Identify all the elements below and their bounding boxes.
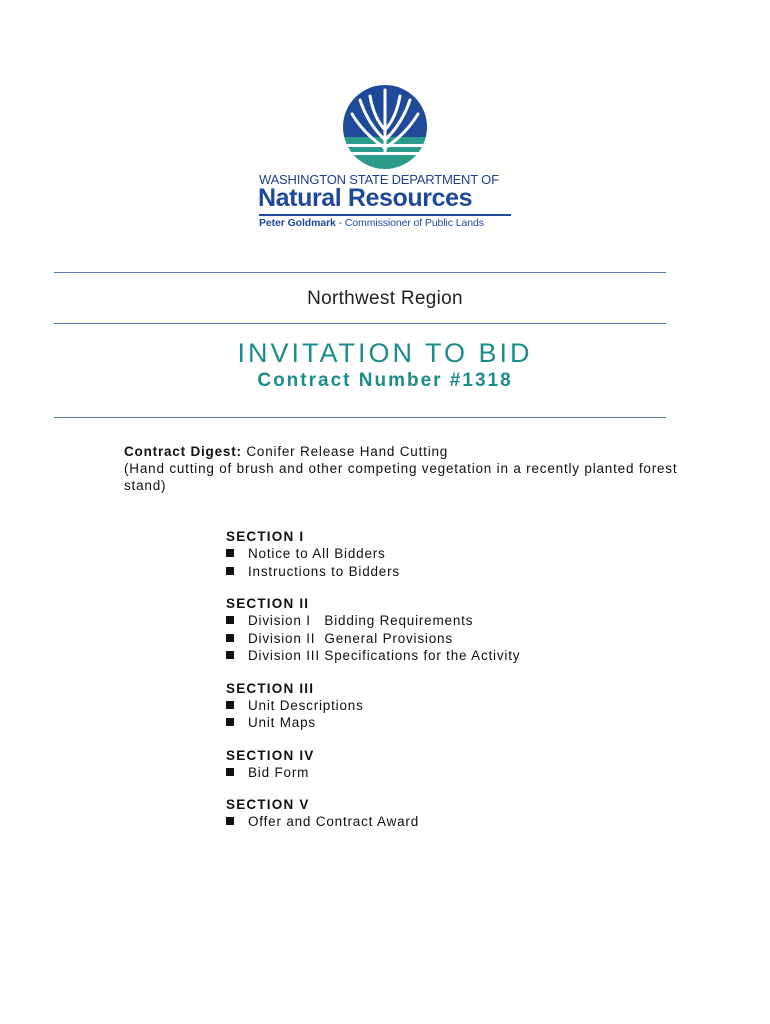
contract-digest (124, 443, 684, 494)
toc-item (226, 714, 646, 732)
digest-text: Conifer Release Hand Cutting (241, 444, 449, 459)
toc-section (226, 680, 646, 732)
toc-item (226, 630, 646, 648)
logo-divider (259, 214, 511, 216)
square-bullet-icon (226, 651, 234, 659)
toc-section (226, 528, 646, 580)
toc-item (226, 647, 646, 665)
digest-line (124, 443, 684, 460)
section-title: SECTION III (226, 680, 315, 696)
toc-item-label: Instructions to Bidders (248, 563, 400, 579)
toc-item-label: Division II General Provisions (248, 630, 453, 646)
dnr-seal-icon (340, 82, 430, 172)
square-bullet-icon (226, 634, 234, 642)
region-title: Northwest Region (307, 288, 463, 309)
digest-detail: (Hand cutting of brush and other competing vegetation in a recently planted forest stand) (124, 461, 678, 493)
agency-name-line2: Natural Resources (258, 184, 473, 212)
toc-section (226, 747, 646, 782)
square-bullet-icon (226, 549, 234, 557)
toc-item (226, 545, 646, 563)
section-title: SECTION V (226, 797, 310, 812)
document-title: INVITATION TO BID (237, 338, 533, 368)
toc-item (226, 563, 646, 581)
toc-item-label: Unit Maps (248, 715, 316, 730)
toc-section (226, 595, 646, 665)
toc-item-label: Notice to All Bidders (248, 546, 386, 561)
square-bullet-icon (226, 567, 234, 575)
toc-item-label: Unit Descriptions (248, 697, 364, 713)
commissioner-line (259, 217, 484, 229)
divider-top (54, 272, 666, 273)
contract-number: Contract Number #1318 (257, 370, 513, 391)
table-of-contents (226, 528, 646, 846)
square-bullet-icon (226, 616, 234, 624)
section-title: SECTION II (226, 596, 310, 611)
toc-item-label: Bid Form (248, 764, 310, 780)
digest-label: Contract Digest: (124, 444, 242, 459)
divider-bottom (54, 417, 666, 418)
toc-item (226, 813, 646, 831)
commissioner-name: Peter Goldmark (259, 217, 336, 229)
square-bullet-icon (226, 817, 234, 825)
square-bullet-icon (226, 718, 234, 726)
agency-name-line1: WASHINGTON STATE DEPARTMENT OF (259, 172, 499, 187)
toc-item-label: Division III Specifications for the Activity (248, 648, 521, 663)
section-title: SECTION I (226, 529, 305, 544)
toc-item (226, 612, 646, 630)
commissioner-title: - Commissioner of Public Lands (335, 217, 484, 229)
toc-item-label: Division I Bidding Requirements (248, 613, 474, 628)
square-bullet-icon (226, 701, 234, 709)
toc-section (226, 796, 646, 831)
toc-item (226, 697, 646, 715)
toc-item (226, 764, 646, 782)
divider-middle (54, 323, 666, 324)
square-bullet-icon (226, 768, 234, 776)
section-title: SECTION IV (226, 747, 315, 763)
toc-item-label: Offer and Contract Award (248, 814, 420, 829)
